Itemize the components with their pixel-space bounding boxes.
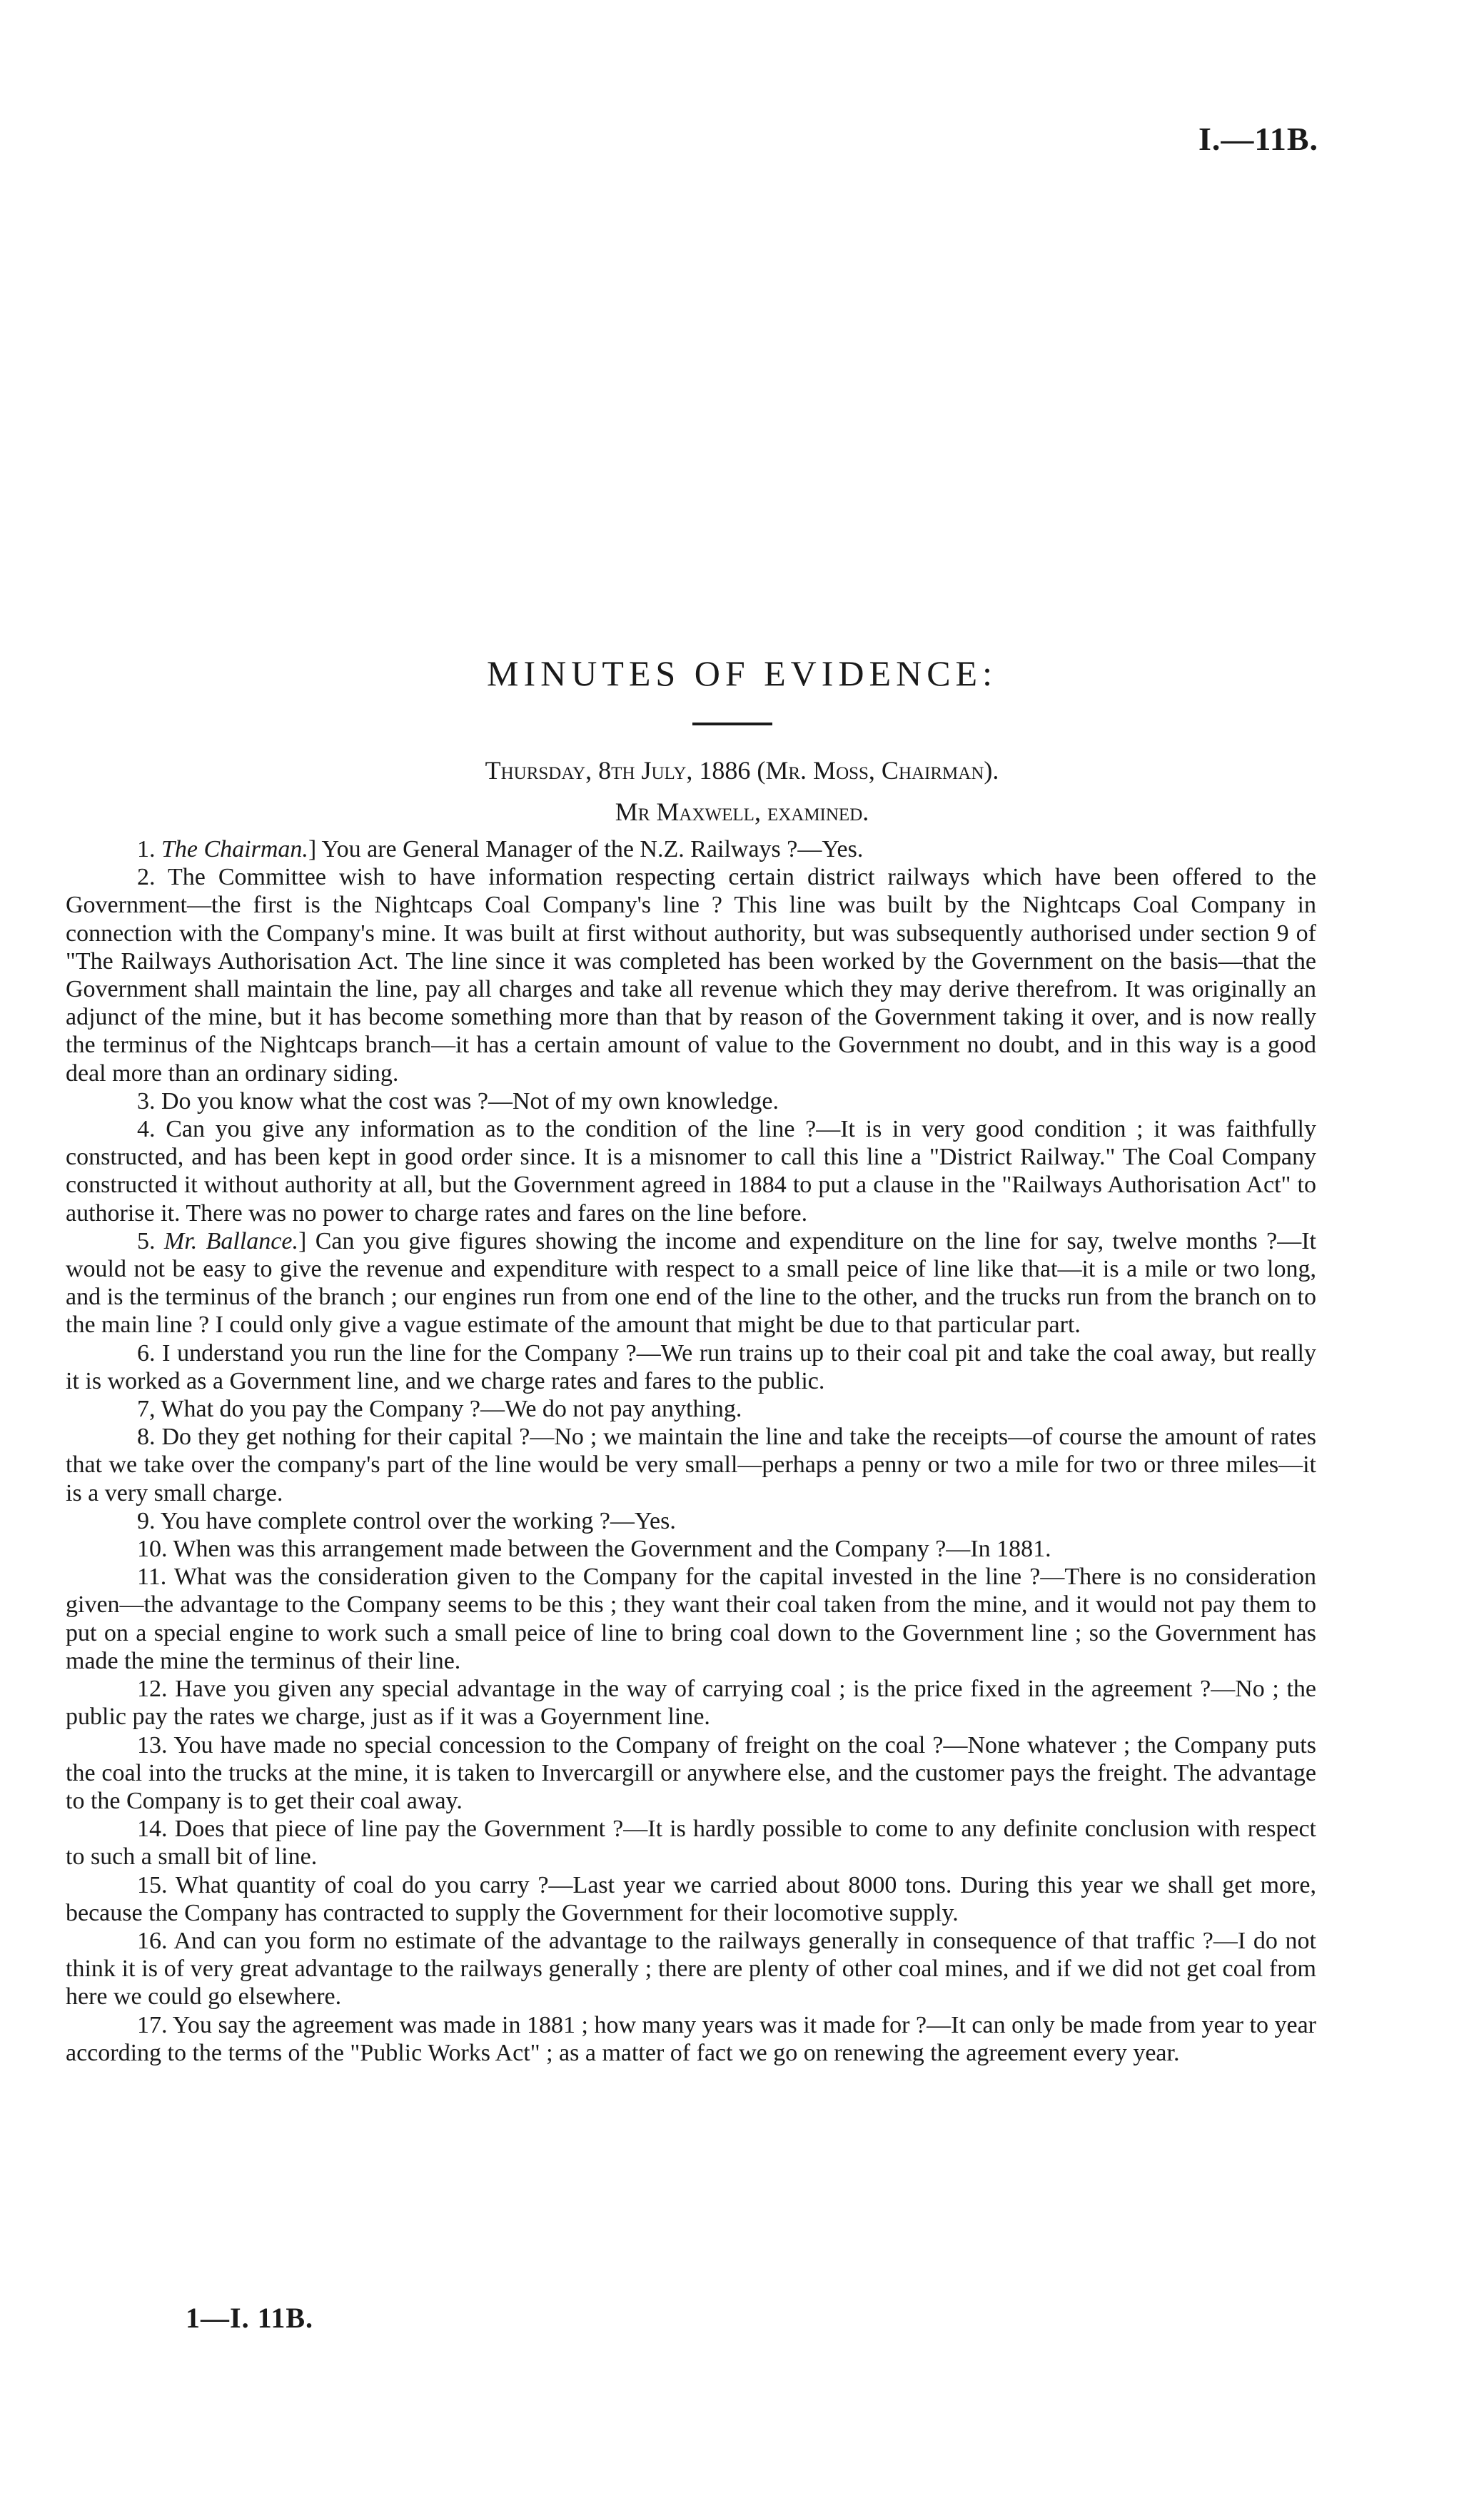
- question-number: 10.: [137, 1536, 168, 1563]
- evidence-paragraph: [66, 1339, 1316, 1395]
- question-number: 8.: [137, 1424, 156, 1451]
- footer-page-reference: 1—I. 11B.: [186, 2302, 314, 2334]
- paragraph-text: ] You are General Manager of the N.Z. Railways ?—Yes.: [308, 836, 864, 862]
- question-number: 14.: [137, 1816, 168, 1843]
- question-number: 11.: [137, 1564, 167, 1591]
- title-divider: [692, 723, 772, 725]
- evidence-paragraph: [66, 1507, 1316, 1535]
- question-number: 7,: [137, 1396, 156, 1423]
- session-heading: Thursday, 8th July, 1886 (Mr. Moss, Chairman).: [485, 756, 999, 785]
- question-number: 15.: [137, 1871, 168, 1898]
- paragraph-text: The Committee wish to have information respecting certain district railways which have been offered to the Government—the first is the Nightcaps Coal Company's line ? This line was built by the Nightcaps Coal Company in connection with the Company's mine. It was built at first without authority, but was subsequently authorised under section 9 of "The Railways Authorisation Act. The line since it was completed has been worked by the Government on the basis—that the Government shall maintain the line, pay all charges and take all revenue which they may derive therefrom. It was originally an adjunct of the mine, but it has become something more than that by reason of the Government taking it over, and is now really the terminus of the Nightcaps branch—it has a certain amount of value to the Government no doubt, and in this way is a good deal more than an ordinary siding.: [66, 864, 1316, 1087]
- evidence-paragraph: [66, 1115, 1316, 1227]
- evidence-paragraph: [66, 2011, 1316, 2067]
- question-number: 9.: [137, 1507, 156, 1534]
- question-number: 1.: [137, 836, 156, 862]
- evidence-paragraph: [66, 1395, 1316, 1423]
- paragraph-text: Do you know what the cost was ?—Not of my own knowledge.: [161, 1087, 779, 1114]
- question-number: 4.: [137, 1116, 156, 1143]
- paragraph-text: I understand you run the line for the Company ?—We run trains up to their coal pit and take the coal away, but really it is worked as a Government line, and we charge rates and fares to the public.: [66, 1339, 1316, 1394]
- evidence-paragraph: [66, 1927, 1316, 2011]
- paragraph-text: Does that piece of line pay the Government ?—It is hardly possible to come to any definite conclusion with respect to such a small bit of line.: [66, 1816, 1316, 1871]
- question-number: 6.: [137, 1339, 156, 1367]
- evidence-paragraph: [66, 863, 1316, 1087]
- evidence-body: [66, 835, 1316, 2067]
- paragraph-text: When was this arrangement made between the Government and the Company ?—In 1881.: [173, 1536, 1051, 1563]
- speaker-name: The Chairman.: [161, 836, 308, 862]
- paragraph-text: What quantity of coal do you carry ?—Last year we carried about 8000 tons. During this year we shall get more, because the Company has contracted to supply the Government for their locomotive supply.: [66, 1871, 1316, 1926]
- witness-heading: Mr Maxwell, examined.: [615, 797, 869, 826]
- speaker-name: Mr. Ballance.: [163, 1227, 298, 1254]
- paragraph-text: What was the consideration given to the Company for the capital invested in the line ?—There is no consideration given—the advantage to the Company seems to be this ; they want their coal taken from the mine, and it would not pay them to put on a special engine to work such a small peice of line to bring coal down to the Government line ; so the Government has made the mine the terminus of their line.: [66, 1564, 1317, 1674]
- question-number: 12.: [137, 1676, 168, 1703]
- evidence-paragraph: [66, 1731, 1316, 1816]
- page-reference: I.—11B.: [1198, 121, 1318, 157]
- paragraph-text: Have you given any special advantage in the way of carrying coal ; is the price fixed in the agreement ?—No ; the public pay the rates we charge, just as if it was a Goyernment line.: [66, 1676, 1317, 1731]
- question-number: 17.: [137, 2011, 168, 2038]
- question-number: 2.: [137, 864, 156, 891]
- evidence-paragraph: [66, 1423, 1316, 1507]
- evidence-paragraph: [66, 835, 1316, 863]
- paragraph-text: ] Can you give figures showing the income and expenditure on the line for say, twelve months ?—It would not be easy to give the revenue and expenditure with respect to a small peice of line like that—it is a mile or two long, and is the terminus of the branch ; our engines run from one end of the line to the other, and the trucks run from the branch on to the main line ? I could only give a vague estimate of the amount that might be due to that particular part.: [66, 1227, 1316, 1339]
- paragraph-text: Do they get nothing for their capital ?—No ; we maintain the line and take the receipts—of course the amount of rates that we take over the company's part of the line would be very small—perhaps a penny or two a mile for two or three miles—it is a very small charge.: [66, 1424, 1316, 1506]
- evidence-paragraph: [66, 1675, 1316, 1731]
- question-number: 16.: [137, 1927, 168, 1954]
- paragraph-text: You have complete control over the working ?—Yes.: [160, 1507, 676, 1534]
- question-number: 3.: [137, 1087, 156, 1114]
- question-number: 13.: [137, 1731, 168, 1758]
- evidence-paragraph: [66, 1087, 1316, 1115]
- paragraph-text: You have made no special concession to the Company of freight on the coal ?—None whatever ; the Company puts the coal into the trucks at the mine, it is taken to Invercargill or anywhere else, and the customer pays the freight. The advantage to the Company is to get their coal away.: [66, 1731, 1316, 1814]
- evidence-paragraph: [66, 1563, 1316, 1675]
- evidence-paragraph: [66, 1227, 1316, 1339]
- paragraph-text: Can you give any information as to the condition of the line ?—It is in very good condition ; it was faithfully constructed, and has been kept in good order since. It is a misnomer to call this line a "District Railway." The Coal Company constructed it without authority at all, but the Government agreed in 1884 to put a clause in the "Railways Authorisation Act" to authorise it. There was no power to charge rates and fares on the line before.: [66, 1116, 1316, 1227]
- evidence-paragraph: [66, 1535, 1316, 1563]
- page-title: MINUTES OF EVIDENCE:: [487, 653, 997, 693]
- paragraph-text: What do you pay the Company ?—We do not pay anything.: [161, 1396, 742, 1423]
- evidence-paragraph: [66, 1815, 1316, 1871]
- evidence-paragraph: [66, 1871, 1316, 1927]
- paragraph-text: And can you form no estimate of the advantage to the railways generally in consequence of that traffic ?—I do not think it is of very great advantage to the railways generally ; there are plenty of other coal mines, and if we did not get coal from here we could go elsewhere.: [66, 1927, 1316, 2011]
- question-number: 5.: [137, 1227, 156, 1254]
- paragraph-text: You say the agreement was made in 1881 ; how many years was it made for ?—It can only be made from year to year according to the terms of the "Public Works Act" ; as a matter of fact we go on renewing the agreement every year.: [66, 2011, 1316, 2066]
